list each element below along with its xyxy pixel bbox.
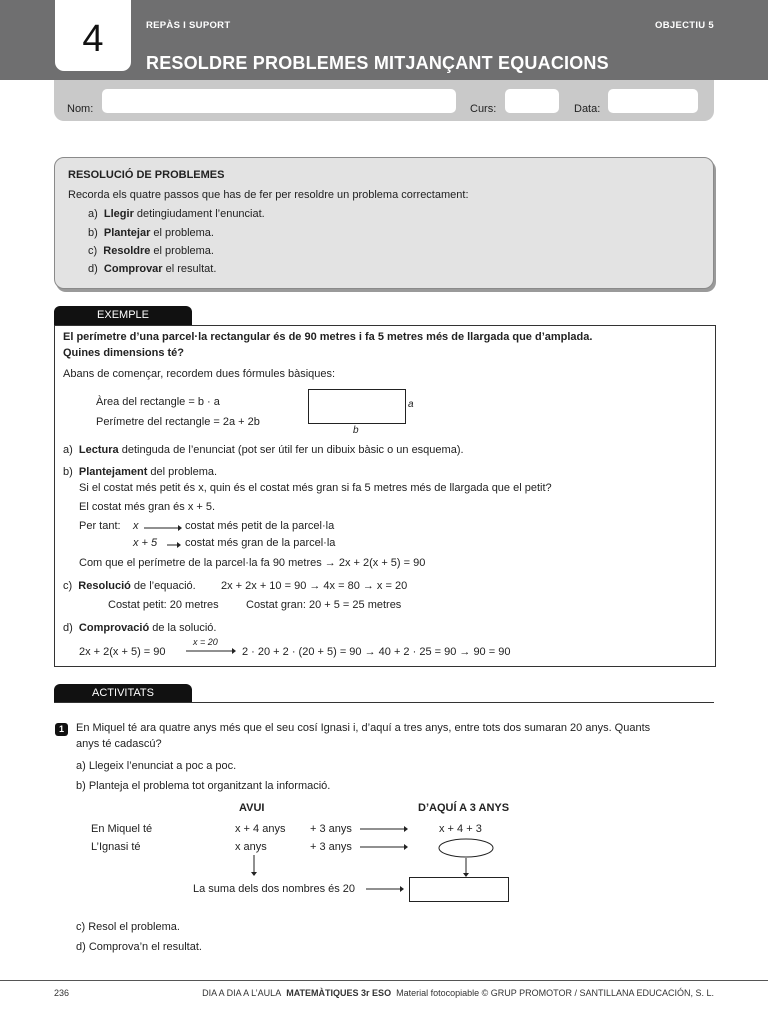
map2-arrow (167, 540, 181, 550)
course-field[interactable] (505, 89, 559, 113)
step-keyword: Comprovar (103, 263, 163, 275)
map1-to: costat més petit de la parcel·la (185, 520, 335, 532)
step-keyword: Plantejar (103, 227, 151, 239)
big-side-result: Costat gran: 20 + 5 = 25 metres (246, 599, 402, 611)
activity-step-c: c) Resol el problema. (76, 921, 180, 933)
step-item (88, 263, 216, 275)
rectangle-diagram (308, 389, 406, 424)
small-side-result: Costat petit: 20 metres (108, 599, 219, 611)
step-text: detingiudament l’enunciat. (133, 208, 265, 220)
footer-rule (0, 980, 768, 981)
row-ignasi-label: L’Ignasi té (91, 841, 141, 853)
area-formula: Àrea del rectangle = b · a (96, 396, 220, 408)
down-arrow-now (249, 855, 259, 877)
step-item (88, 245, 214, 257)
footer-credits (202, 988, 714, 998)
side-b-label: b (353, 425, 359, 436)
example-statement: El perímetre d’una parcel·la rectangular és de 90 metres i fa 5 metres més de llargada que d’amplada. (63, 331, 593, 343)
map1-arrow (144, 523, 182, 533)
step-text: detinguda de l’enunciat (pot ser útil fer un dibuix bàsic o un esquema). (118, 444, 464, 456)
step-letter: d) (63, 622, 73, 634)
course-label: Curs: (470, 103, 497, 115)
step-letter: c) (88, 245, 98, 257)
example-intro: Abans de començar, recordem dues fórmules bàsiques: (63, 368, 336, 380)
step-a-line (63, 444, 464, 456)
footer-prefix: DIA A DIA A L’AULA (202, 988, 282, 998)
activity-question: En Miquel té ara quatre anys més que el seu cosí Ignasi i, d’aquí a tres anys, entre tots dos sumaran 20 anys. Quants (76, 722, 651, 734)
step-item (88, 208, 265, 220)
row-ignasi-arrow (360, 843, 408, 851)
check-arrow (186, 647, 236, 655)
step-letter: a) (88, 208, 98, 220)
step-letter: b) (63, 466, 73, 478)
row-miquel-arrow (360, 825, 408, 833)
check-substitution: x = 20 (193, 637, 218, 647)
step-text: el problema. (150, 245, 214, 257)
step-letter: a) (63, 444, 73, 456)
activity-step-b: b) Planteja el problema tot organitzant la informació. (76, 780, 331, 792)
footer-book: MATEMÀTIQUES 3r ESO (286, 988, 392, 998)
step-letter: d) (88, 263, 98, 275)
step-keyword: Resoldre (103, 245, 151, 257)
problem-solving-heading: RESOLUCIÓ DE PROBLEMES (68, 169, 225, 181)
objective-label: OBJECTIU 5 (655, 20, 714, 31)
row-miquel-add: + 3 anys (310, 823, 352, 835)
example-tab: EXEMPLE (54, 306, 192, 325)
activities-tab: ACTIVITATS (54, 684, 192, 702)
example-question: Quines dimensions té? (63, 347, 185, 359)
row-miquel-label: En Miquel té (91, 823, 153, 835)
date-label: Data: (574, 103, 601, 115)
answer-ellipse[interactable] (437, 837, 495, 859)
check-right: 2 · 20 + 2 · (20 + 5) = 90 → 40 + 2 · 25 = 90 → 90 = 90 (242, 646, 511, 658)
map1-from: x (133, 520, 139, 532)
per-tant-label: Per tant: (79, 520, 121, 532)
map2-from: x + 5 (133, 537, 158, 549)
page-title: RESOLDRE PROBLEMES MITJANÇANT EQUACIONS (146, 53, 609, 73)
section-label: REPÀS I SUPORT (146, 20, 231, 31)
footer-copyright: Material fotocopiable © GRUP PROMOTOR / SANTILLANA EDUCACIÓN, S. L. (396, 988, 714, 998)
problem-solving-intro: Recorda els quatre passos que has de fer per resoldre un problema correctament: (68, 189, 469, 201)
check-left: 2x + 2(x + 5) = 90 (79, 646, 166, 658)
step-keyword: Resolució (78, 580, 131, 592)
step-b-question: Si el costat més petit és x, quin és el costat més gran si fa 5 metres més de llargada que el petit? (79, 482, 552, 494)
unit-number: 4 (55, 0, 131, 71)
down-arrow-future (461, 858, 471, 878)
solving-equation: 2x + 2x + 10 = 90 → 4x = 80 → x = 20 (221, 580, 408, 592)
activity-question-end: anys té cadascú? (76, 738, 162, 750)
sum-arrow (366, 885, 404, 893)
step-keyword: Lectura (78, 444, 119, 456)
step-text: de la solució. (149, 622, 217, 634)
step-keyword: Comprovació (78, 622, 150, 634)
row-ignasi-add: + 3 anys (310, 841, 352, 853)
step-letter: c) (63, 580, 73, 592)
activity-step-a: a) Llegeix l’enunciat a poc a poc. (76, 760, 237, 772)
step-b-line (63, 466, 217, 478)
column-now: AVUI (239, 802, 265, 814)
date-field[interactable] (608, 89, 698, 113)
page-number: 236 (54, 988, 70, 998)
step-text: el problema. (150, 227, 214, 239)
step-c-line (63, 580, 196, 592)
step-text: el resultat. (162, 263, 217, 275)
perimeter-formula: Perímetre del rectangle = 2a + 2b (96, 416, 260, 428)
step-text: del problema. (147, 466, 218, 478)
step-item (88, 227, 214, 239)
step-keyword: Llegir (103, 208, 134, 220)
step-b-bigger-side: El costat més gran és x + 5. (79, 501, 216, 513)
step-d-line (63, 622, 216, 634)
step-keyword: Plantejament (78, 466, 148, 478)
map2-to: costat més gran de la parcel·la (185, 537, 336, 549)
activity-number: 1 (55, 723, 68, 736)
row-ignasi-now: x anys (235, 841, 267, 853)
step-letter: b) (88, 227, 98, 239)
step-text: de l’equació. (130, 580, 196, 592)
activity-step-d: d) Comprova’n el resultat. (76, 941, 202, 953)
sum-answer-box[interactable] (409, 877, 509, 902)
name-field[interactable] (102, 89, 456, 113)
row-miquel-now: x + 4 anys (235, 823, 286, 835)
activities-rule (54, 702, 714, 703)
sum-label: La suma dels dos nombres és 20 (193, 883, 356, 895)
perimeter-equation: Com que el perímetre de la parcel·la fa 90 metres → 2x + 2(x + 5) = 90 (79, 557, 426, 569)
name-label: Nom: (67, 103, 94, 115)
column-future: D’AQUÍ A 3 ANYS (418, 802, 510, 814)
side-a-label: a (408, 399, 414, 410)
row-miquel-future: x + 4 + 3 (439, 823, 482, 835)
